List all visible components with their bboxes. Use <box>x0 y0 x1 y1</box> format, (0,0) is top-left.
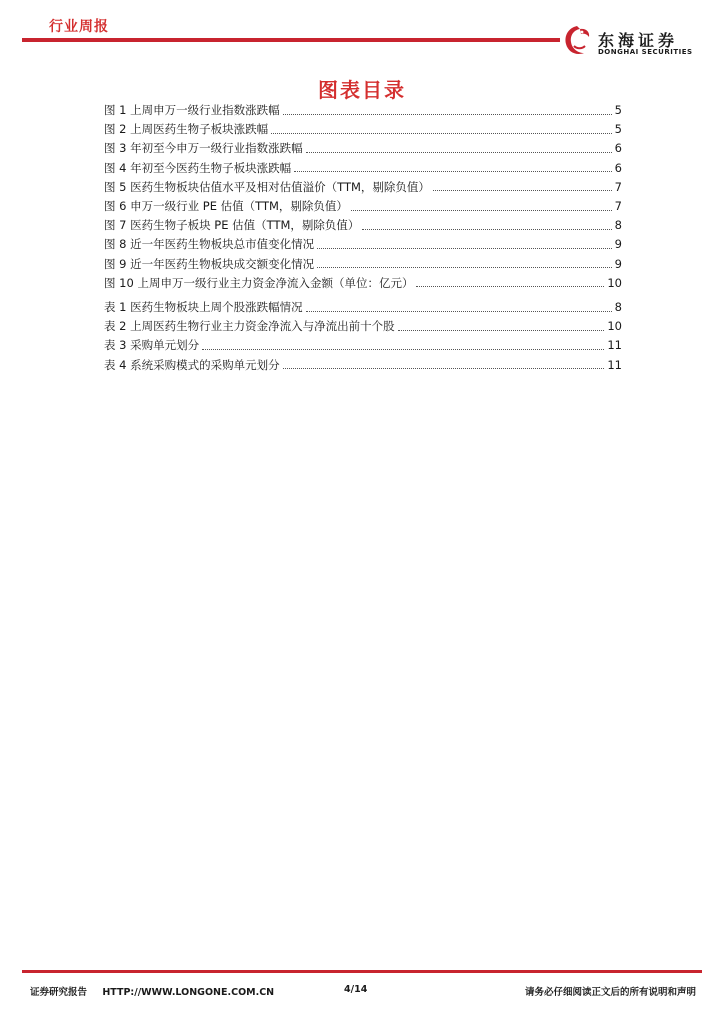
toc-entry-label: 图 5 医药生物板块估值水平及相对估值溢价（TTM，剔除负值） <box>104 179 430 194</box>
logo-english-name: DONGHAI SECURITIES <box>598 48 693 56</box>
dragon-emblem-icon <box>560 22 594 60</box>
toc-entry-page: 6 <box>614 141 622 156</box>
dot-leader <box>306 151 612 153</box>
company-logo <box>560 22 706 60</box>
toc-entry-page: 7 <box>614 198 622 213</box>
toc-figure-row[interactable] <box>104 216 622 235</box>
toc-table-row[interactable] <box>104 317 622 336</box>
footer-label: 证券研究报告 <box>30 987 88 998</box>
toc-figure-row[interactable] <box>104 139 622 158</box>
toc-figure-row[interactable] <box>104 178 622 197</box>
toc-figure-row[interactable] <box>104 197 622 216</box>
figure-list <box>104 101 622 293</box>
toc-entry-label: 表 2 上周医药生物行业主力资金净流入与净流出前十个股 <box>104 319 395 334</box>
toc-table-row[interactable] <box>104 298 622 317</box>
dot-leader <box>202 348 604 350</box>
dot-leader <box>416 285 604 287</box>
toc-figure-row[interactable] <box>104 235 622 254</box>
dot-leader <box>398 329 605 331</box>
dot-leader <box>362 228 611 230</box>
toc-entry-label: 表 1 医药生物板块上周个股涨跌幅情况 <box>104 300 303 314</box>
toc-figure-row[interactable] <box>104 255 622 274</box>
dot-leader <box>306 310 612 312</box>
toc-entry-label: 表 4 系统采购模式的采购单元划分 <box>104 357 280 372</box>
footer-divider <box>22 970 702 973</box>
dot-leader <box>317 247 612 249</box>
toc-entry-page: 8 <box>614 300 622 314</box>
toc-entry-page: 9 <box>614 256 622 271</box>
dot-leader <box>283 113 612 115</box>
toc-entry-page: 11 <box>607 357 622 372</box>
toc-entry-label: 图 7 医药生物子板块 PE 估值（TTM，剔除负值） <box>104 218 360 233</box>
toc-figure-row[interactable] <box>104 274 622 293</box>
toc-entry-label: 图 2 上周医药生物子板块涨跌幅 <box>104 122 269 137</box>
toc-figure-row[interactable] <box>104 159 622 178</box>
dot-leader <box>294 170 612 172</box>
toc-entry-label: 表 3 采购单元划分 <box>104 338 200 353</box>
toc-entry-label: 图 10 上周申万一级行业主力资金净流入金额（单位：亿元） <box>104 275 414 290</box>
toc-entry-label: 图 1 上周申万一级行业指数涨跌幅 <box>104 103 280 117</box>
disclaimer-notice: 请务必仔细阅读正文后的所有说明和声明 <box>524 987 696 998</box>
toc-entry-label: 图 8 近一年医药生物板块总市值变化情况 <box>104 237 315 252</box>
toc-entry-page: 9 <box>614 237 622 252</box>
toc-entry-label: 图 3 年初至今申万一级行业指数涨跌幅 <box>104 141 303 156</box>
toc-entry-page: 5 <box>614 122 622 137</box>
toc-entry-page: 5 <box>614 103 622 117</box>
toc-table-row[interactable] <box>104 336 622 355</box>
toc-table-row[interactable] <box>104 356 622 375</box>
toc-title: 图表目录 <box>318 78 406 102</box>
dot-leader <box>317 266 612 268</box>
dot-leader <box>433 189 612 191</box>
dot-leader <box>351 209 612 211</box>
report-type-tag: 行业周报 <box>49 19 109 35</box>
toc-figure-row[interactable] <box>104 120 622 139</box>
table-list <box>104 298 622 375</box>
toc-entry-label: 图 9 近一年医药生物板块成交额变化情况 <box>104 256 315 271</box>
toc-entry-page: 10 <box>607 319 622 334</box>
header-divider <box>22 38 560 42</box>
dot-leader <box>271 132 612 134</box>
toc-entry-label: 图 4 年初至今医药生物子板块涨跌幅 <box>104 160 292 175</box>
toc-entry-page: 7 <box>614 179 622 194</box>
toc-entry-page: 6 <box>614 160 622 175</box>
footer-url[interactable]: HTTP://WWW.LONGONE.COM.CN <box>102 987 275 998</box>
toc-entry-page: 10 <box>607 275 622 290</box>
toc-figure-row[interactable] <box>104 101 622 120</box>
toc-entry-label: 图 6 申万一级行业 PE 估值（TTM，剔除负值） <box>104 198 348 213</box>
toc-entry-page: 11 <box>607 338 622 353</box>
toc-entry-page: 8 <box>614 218 622 233</box>
dot-leader <box>283 367 605 369</box>
footer-left <box>30 984 286 998</box>
logo-chinese-name: 东海证券 <box>598 31 679 50</box>
page-number: 4/14 <box>344 984 368 995</box>
